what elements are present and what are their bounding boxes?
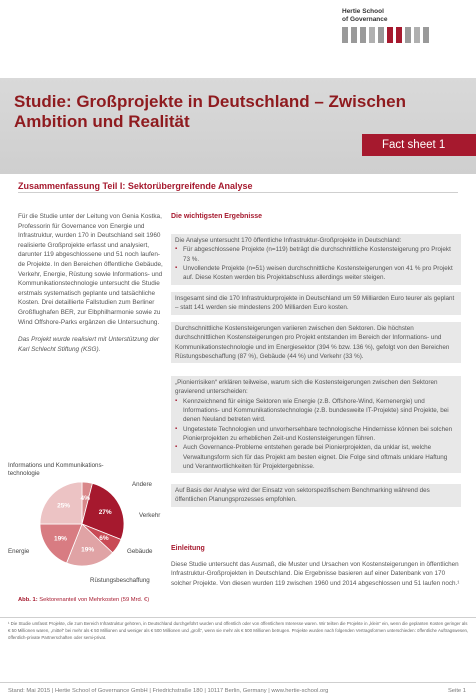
- page-title: Studie: Großprojekte in Deutschland – Zwischen Ambition und Realität: [14, 92, 407, 132]
- pie-label-ikt: 25%: [57, 502, 71, 510]
- pie-label-andere: 4%: [80, 495, 90, 503]
- result-bullet: ▪ Kennzeichnend für einige Sektoren wie Energie (z.B. Offshore-Wind, Kernenergie) und Informations- und Kommunikationstechnologie (z.B. bundesweite IT-Projekte) sind Projekte, bei denen Neuland betreten wird.: [175, 397, 457, 425]
- legend-verkehr: Verkehr: [139, 512, 161, 519]
- credit-text: Das Projekt wurde realisiert mit Unterstützung der Karl Schlecht Stiftung (KSG).: [18, 336, 160, 353]
- legend-andere: Andere: [132, 481, 152, 488]
- legend-ruestung: Rüstungsbeschaffung: [90, 577, 150, 584]
- title-banner: [0, 78, 476, 174]
- section-divider: [18, 192, 458, 193]
- logo-mark-icon: [342, 27, 450, 43]
- result-box-3: Durchschnittliche Kostensteigerungen variieren zwischen den Sektoren. Die höchsten durchschnittlichen Kostensteigerungen pro Projekt entstanden im Bereich der Informations- und Kommunikationstechnologie und im Energiesektor (394 % bzw. 136 %), gefolgt von den Bereichen Rüstungsbeschaffung (87 %), Gebäude (44 %) und Verkehr (33 %).: [171, 322, 461, 363]
- footer-address: Stand: Mai 2015 | Hertie School of Governance GmbH | Friedrichstraße 180 | 10117 Berlin, Germany | www.hertie-school.org: [8, 688, 329, 694]
- einleitung-heading: Einleitung: [171, 545, 205, 552]
- result-bullet: ▪ Auch Governance-Probleme entstehen gerade bei Pionierprojekten, da unklar ist, welche Verwaltungsform sich für das Projekt am besten eignet. Die Folge sind oftmals unklare Haftung und Verantwortlichkeiten für Projektergebnisse.: [175, 443, 457, 471]
- page-number: Seite 1: [447, 688, 466, 694]
- logo: [342, 8, 462, 43]
- logo-text: Hertie School of Governance: [342, 8, 388, 24]
- pie-label-energie: 19%: [53, 535, 67, 543]
- footnote-divider: [0, 617, 476, 618]
- chart-caption: [18, 597, 149, 603]
- result-box-2: Insgesamt sind die 170 Infrastrukturprojekte in Deutschland um 59 Milliarden Euro teurer als geplant – statt 141 werden sie mindestens 200 Milliarden Euro kosten.: [171, 292, 461, 315]
- pie-label-ruestung: 19%: [81, 546, 95, 554]
- fact-sheet-tab: Fact sheet 1: [362, 134, 476, 156]
- einleitung-text: Diese Studie untersucht das Ausmaß, die Muster und Ursachen von Kostensteigerungen in öffentlichen Infrastruktur-Großprojekten in Deutschland. Die Ergebnisse basieren auf einer Datenbank von 170 solcher Projekte. Von diesen wurden 119 zwischen 1960 und 2014 abgeschlossen und 51 laufen noch.¹: [171, 561, 460, 587]
- legend-gebaeude: Gebäude: [127, 548, 153, 555]
- footnote: ¹ Die Studie umfasst Projekte, die zum Bereich Infrastruktur gehören, in Deutschland durchgeführt wurden und öffentlich oder von öffentlichem Interesse waren. Wir teilten die Projekte in „klein“ ein, wenn die geplanten Kosten geringer als € 50 Millionen waren, „mittel“ bei mehr als € 50 Millionen und weniger als € 500 Millionen und „groß“, wenn sie mehr als € 500 Millionen betrugen. Projekte wurden nach folgenden Vertragsformen unterschieden: öffentliche Auftragswesen, öffentlich-private Partnerschaften oder semi-privat.: [8, 621, 469, 640]
- page-footer: [0, 682, 476, 700]
- pie-label-verkehr: 27%: [98, 509, 112, 517]
- result-bullet: ▪ Unvollendete Projekte (n=51) weisen durchschnittliche Kostensteigerungen von 41 % pro Projekt auf. Diese Kosten werden bis Projektabschluss allerdings weiter steigen.: [175, 264, 457, 283]
- intro-column: [18, 212, 163, 355]
- result-bullet: ▪ Ungetestete Technologien und unvorhersehbare technologische Hindernisse können bei solchen Pionierprojekten zu erheblichen Zeit-und Kostensteigerungen führen.: [175, 425, 457, 444]
- section-title: Zusammenfassung Teil I: Sektorübergreifende Analyse: [18, 181, 253, 191]
- caption-text: Sektorenanteil von Mehrkosten (59 Mrd. €): [39, 597, 150, 603]
- legend-ikt: Informations und Kommunikations-technologie: [8, 462, 104, 478]
- intro-text: Für die Studie unter der Leitung von Genia Kostka, Professorin für Governance von Energie und Infrastruktur, wurden 170 in Deutschland seit 1960 realisierte Großprojekte erfasst und analysiert, darunter 119 abgeschlossene und 51 noch laufende Projekte. In den Bereichen öffentliche Gebäude, Verkehr, Energie, Rüstung sowie Informations- und Kommunikationstechnologie untersucht die Studie erstmals systematisch geplante und tatsächliche Kosten. Drei detaillierte Fallstudien zum Berliner Großflughafen BER, zur Elbphilharmonie sowie zu Wind Offshore-Parks ergänzen die Untersuchung.: [18, 213, 163, 326]
- result-bullet: ▪ Für abgeschlossene Projekte (n=119) beträgt die durchschnittliche Kostensteigerung pro Projekt 73 %.: [175, 245, 457, 264]
- result-box-4: [171, 376, 461, 473]
- caption-label: Abb. 1:: [18, 597, 38, 603]
- pie-label-gebaeude: 6%: [99, 534, 109, 542]
- result-box-4-intro: „Pionierrisiken“ erklären teilweise, warum sich die Kostensteigerungen zwischen den Sektoren gravierend unterscheiden:: [175, 379, 438, 396]
- result-box-5: Auf Basis der Analyse wird der Einsatz von sektorspezifischem Benchmarking während des öffentlichen Planungsprozesses empfohlen.: [171, 484, 461, 507]
- results-heading: Die wichtigsten Ergebnisse: [171, 213, 263, 220]
- result-box-1: [171, 234, 461, 285]
- result-box-1-intro: Die Analyse untersucht 170 öffentliche Infrastruktur-Großprojekte in Deutschland:: [175, 237, 402, 244]
- legend-energie: Energie: [8, 548, 30, 555]
